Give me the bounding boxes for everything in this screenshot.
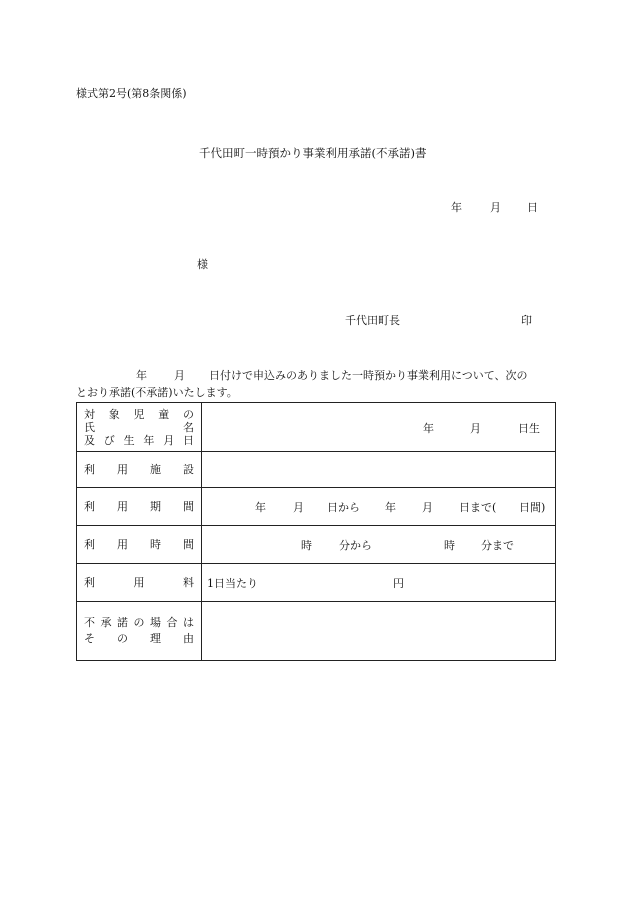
label-char: 承	[100, 616, 112, 629]
label-char: 料	[183, 575, 194, 589]
period-start-day: 日から	[327, 501, 360, 514]
body-year: 年	[136, 369, 147, 382]
label-char: 利	[84, 575, 95, 589]
period-start-month: 月	[293, 501, 304, 514]
label-char: 設	[183, 462, 194, 476]
label-char: 年	[143, 433, 155, 447]
label-char: 時	[150, 537, 161, 551]
value-facility[interactable]	[202, 452, 556, 488]
row-facility	[77, 452, 556, 488]
label-hours	[77, 526, 202, 564]
value-refusal-reason[interactable]	[202, 602, 556, 661]
label-child-info	[77, 403, 202, 452]
label-char: 対	[84, 407, 95, 421]
row-hours	[77, 526, 556, 564]
value-period[interactable]	[202, 488, 556, 526]
label-char: 利	[84, 462, 95, 476]
form-number: 様式第2号(第8条関係)	[76, 87, 187, 100]
date-month: 月	[490, 201, 501, 214]
period-days: 日間)	[519, 501, 546, 514]
issue-date	[451, 199, 538, 215]
label-char: の	[133, 616, 145, 629]
label-char: 理	[150, 632, 161, 645]
body-month: 月	[174, 369, 185, 382]
label-char: 名	[183, 420, 194, 434]
label-char: 用	[117, 499, 128, 513]
label-char: 用	[117, 462, 128, 476]
label-char: 及	[84, 433, 95, 447]
addressee-suffix: 様	[197, 258, 208, 271]
row-refusal-reason	[77, 602, 556, 661]
label-char: 月	[163, 433, 175, 447]
label-char: び	[103, 433, 115, 447]
label-char: 利	[84, 499, 95, 513]
body-line2: とおり承諾(不承諾)いたします。	[76, 386, 238, 399]
hours-start-hour: 時	[301, 539, 312, 552]
value-hours[interactable]	[202, 526, 556, 564]
fee-yen-unit: 円	[393, 577, 404, 590]
label-char: 利	[84, 537, 95, 551]
date-day: 日	[527, 201, 538, 214]
label-char: 諾	[117, 616, 128, 629]
label-char: 児	[133, 407, 145, 421]
label-char: 間	[183, 537, 194, 551]
period-start-year: 年	[255, 501, 266, 514]
label-char: の	[183, 407, 194, 421]
label-facility	[77, 452, 202, 488]
label-char: 施	[150, 462, 161, 476]
issuer-title: 千代田町長	[345, 314, 400, 327]
label-refusal-reason	[77, 602, 202, 661]
label-char: 合	[166, 616, 178, 629]
label-char: 生	[123, 433, 135, 447]
label-char: 期	[150, 499, 161, 513]
period-end-day: 日まで(	[459, 501, 497, 514]
hours-end-hour: 時	[444, 539, 455, 552]
row-fee	[77, 564, 556, 602]
label-char: 由	[183, 632, 194, 645]
birth-month: 月	[470, 422, 481, 435]
birth-year: 年	[423, 422, 434, 435]
label-char: 氏	[84, 420, 95, 434]
label-char: の	[117, 632, 128, 645]
value-fee[interactable]	[202, 564, 556, 602]
label-char: 間	[183, 499, 194, 513]
label-char: 不	[84, 616, 95, 629]
label-char: 日	[182, 433, 194, 447]
label-char: 童	[158, 407, 170, 421]
period-end-month: 月	[422, 501, 433, 514]
label-char: 用	[117, 537, 128, 551]
seal-mark: 印	[521, 314, 532, 327]
label-period	[77, 488, 202, 526]
body-paragraph	[76, 367, 556, 401]
row-period	[77, 488, 556, 526]
date-year: 年	[451, 201, 462, 214]
approval-form-table	[76, 402, 556, 661]
birth-day: 日生	[518, 422, 540, 435]
row-child-info	[77, 403, 556, 452]
label-char: は	[183, 616, 194, 629]
period-end-year: 年	[385, 501, 396, 514]
value-child-info[interactable]	[202, 403, 556, 452]
hours-end-minute: 分まで	[481, 539, 514, 552]
body-line1: 日付けで申込みのありました一時預かり事業利用について、次の	[209, 369, 528, 382]
label-char: 用	[133, 575, 145, 589]
label-char: そ	[84, 632, 95, 645]
label-char: 場	[150, 616, 161, 629]
label-fee	[77, 564, 202, 602]
document-title: 千代田町一時預かり事業利用承諾(不承諾)書	[199, 146, 427, 160]
hours-start-minute: 分から	[339, 539, 372, 552]
fee-per-day-label: 1日当たり	[207, 577, 258, 590]
label-char: 象	[108, 407, 120, 421]
